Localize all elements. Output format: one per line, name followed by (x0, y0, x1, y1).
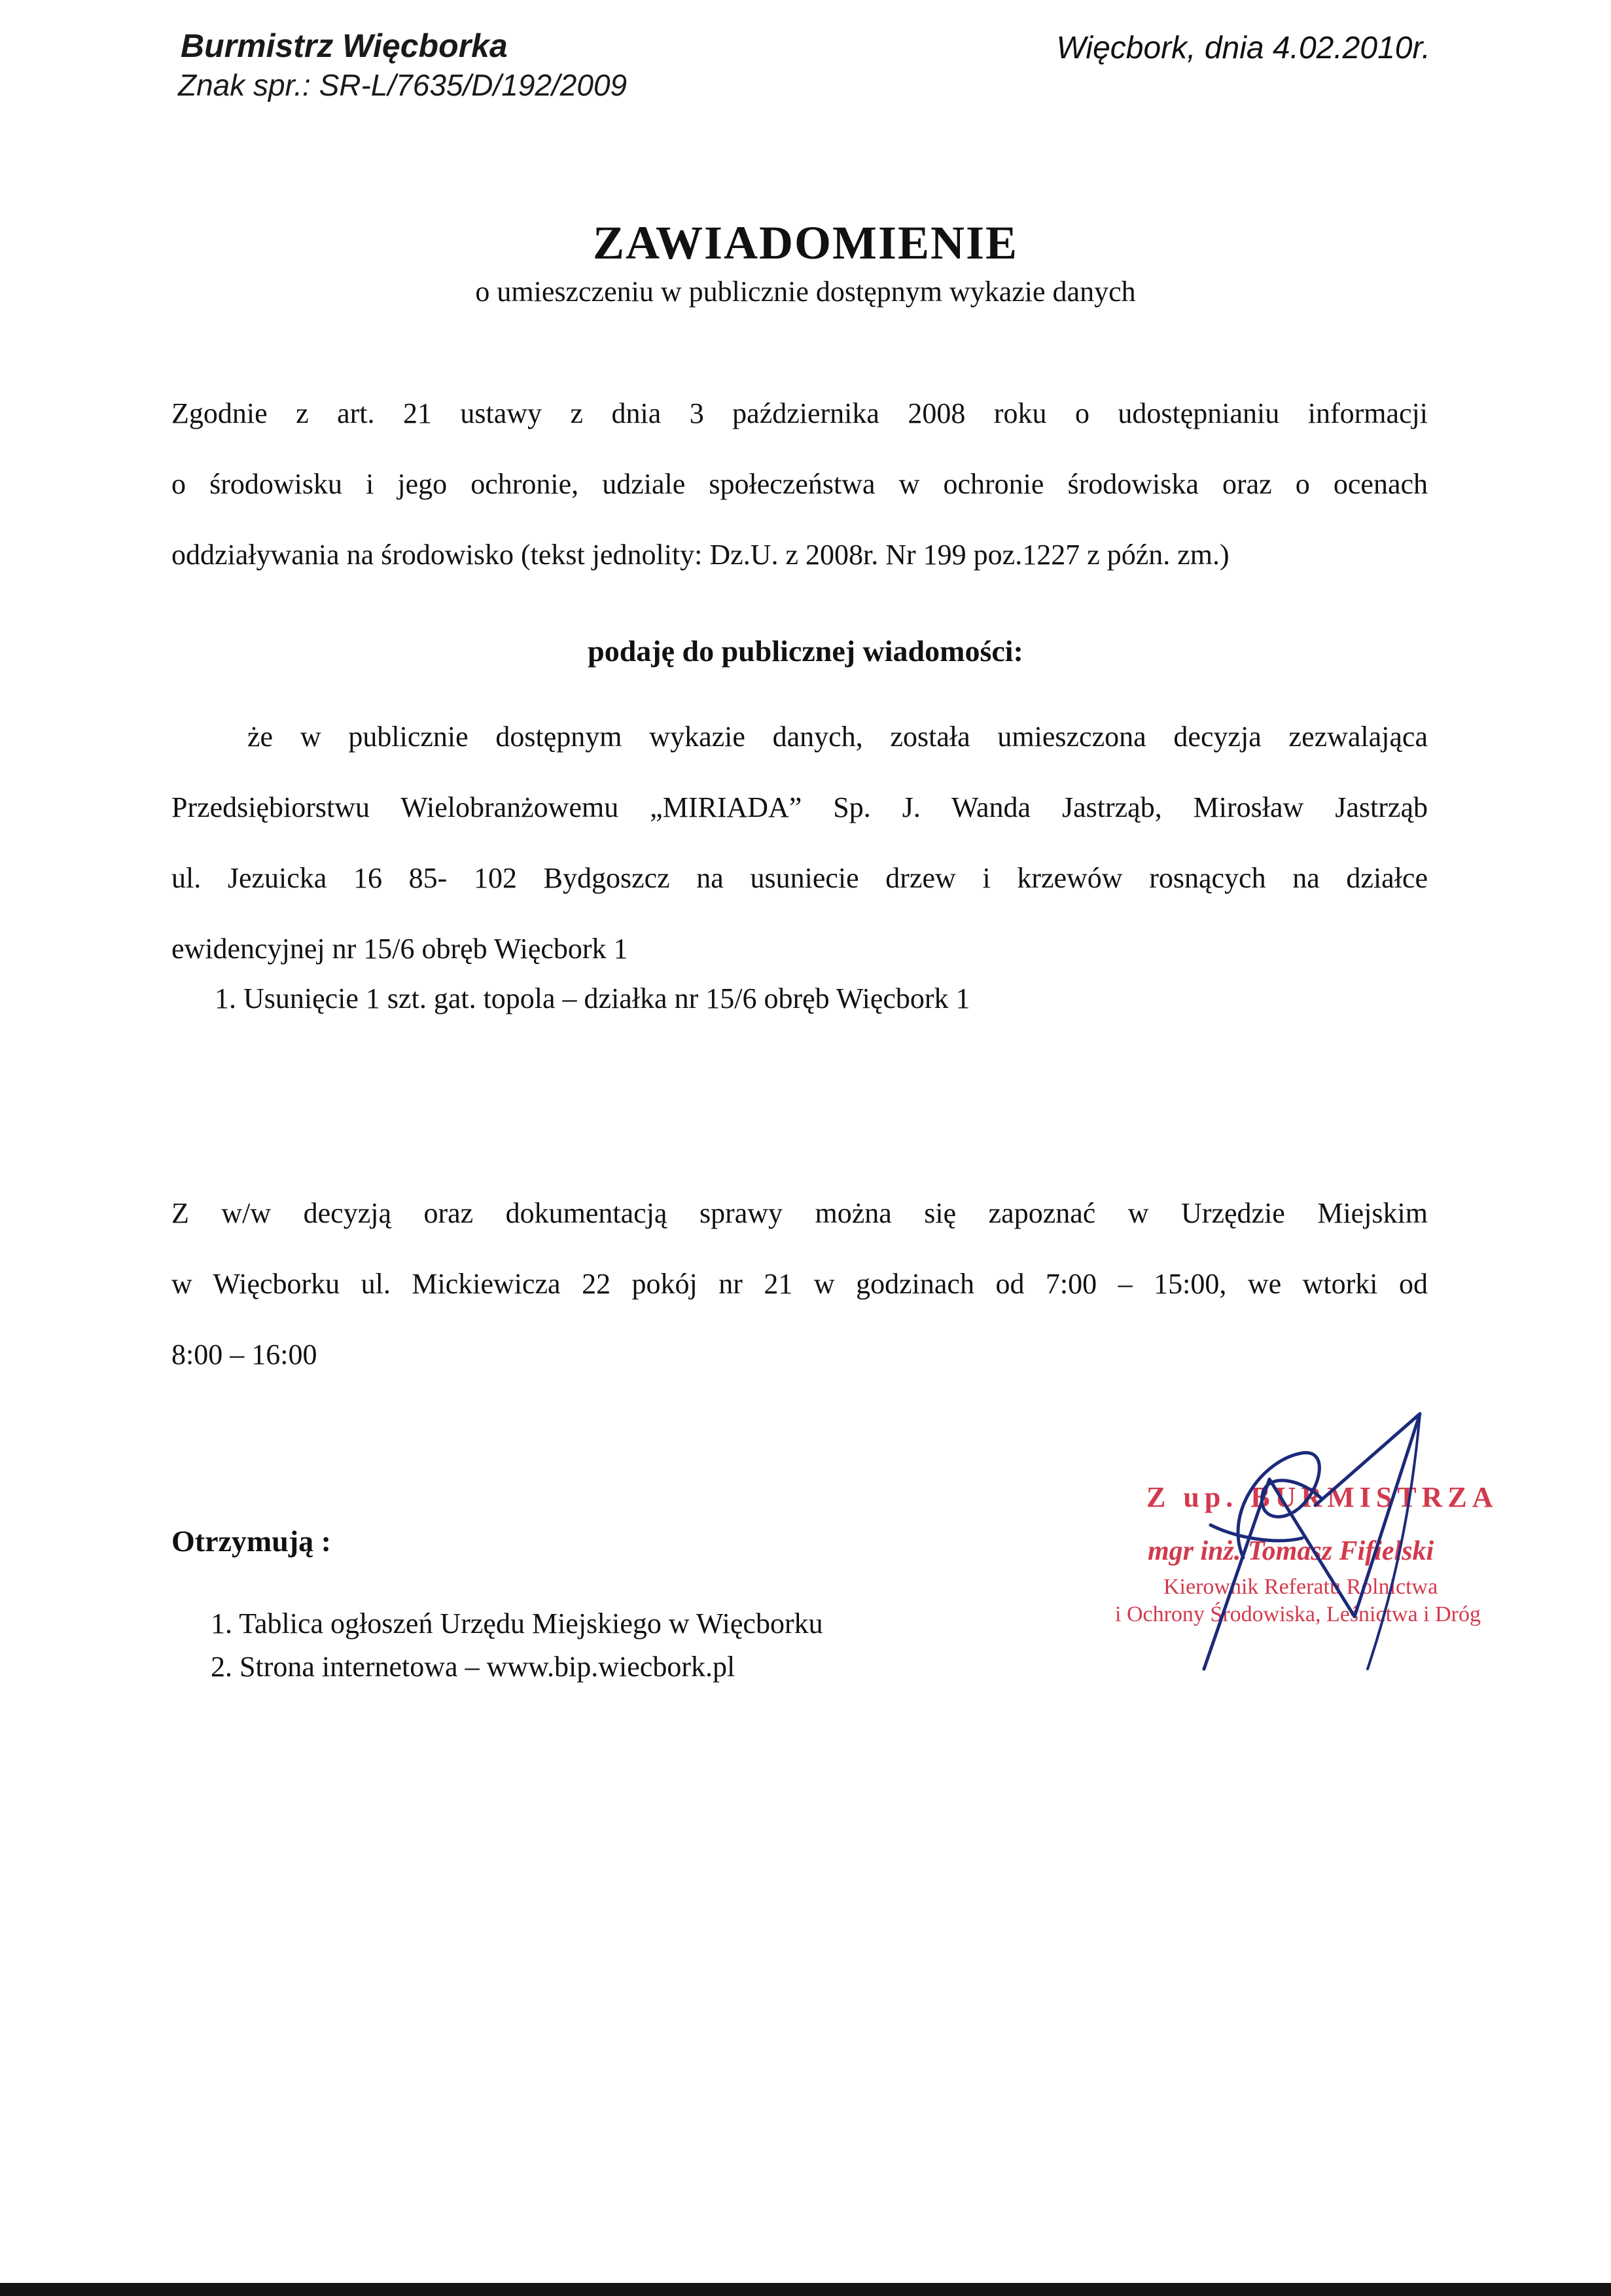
decision-paragraph (171, 702, 1428, 984)
place-date: Więcbork, dnia 4.02.2010r. (1056, 31, 1430, 65)
issuer-name: Burmistrz Więcborka (181, 27, 508, 64)
case-reference: Znak spr.: SR-L/7635/D/192/2009 (178, 68, 628, 102)
paragraph-line: że w publicznie dostępnym wykazie danych, została umieszczona decyzja zezwalająca (247, 721, 1428, 753)
recipients-title: Otrzymują : (171, 1524, 331, 1558)
paragraph-line: ewidencyjnej nr 15/6 obręb Więcbork 1 (171, 933, 628, 965)
paragraph-line: Przedsiębiorstwu Wielobranżowemu „MIRIADA” Sp. J. Wanda Jastrząb, Mirosław Jastrząb (171, 791, 1428, 823)
scan-edge (0, 2283, 1611, 2296)
paragraph-line: Zgodnie z art. 21 ustawy z dnia 3 października 2008 roku o udostępnianiu informacji (171, 397, 1428, 429)
inspection-paragraph (171, 1178, 1428, 1390)
stamp-line: Z up. BURMISTRZA (1146, 1481, 1498, 1513)
paragraph-line: oddziaływania na środowisko (tekst jednolity: Dz.U. z 2008r. Nr 199 poz.1227 z późn. zm.) (171, 539, 1230, 571)
official-stamp (1106, 1407, 1505, 1689)
stamp-line: mgr inż. Tomasz Fifielski (1148, 1536, 1434, 1566)
document-title: ZAWIADOMIENIE (592, 217, 1019, 269)
handwritten-signature (1106, 1407, 1505, 1689)
list-item: 1. Tablica ogłoszeń Urzędu Miejskiego w Więcborku (211, 1607, 823, 1640)
legal-basis-paragraph (171, 378, 1428, 590)
announcement-heading: podaję do publicznej wiadomości: (588, 634, 1023, 668)
issuer-block (178, 26, 628, 105)
list-item: 2. Strona internetowa – www.bip.wiecbork.pl (211, 1651, 735, 1683)
recipients-list (211, 1602, 823, 1689)
paragraph-line: Z w/w decyzją oraz dokumentacją sprawy można się zapoznać w Urzędzie Miejskim (171, 1197, 1428, 1229)
paragraph-line: 8:00 – 16:00 (171, 1338, 317, 1371)
document-subtitle: o umieszczeniu w publicznie dostępnym wykazie danych (475, 276, 1136, 308)
paragraph-line: w Więcborku ul. Mickiewicza 22 pokój nr 21 w godzinach od 7:00 – 15:00, we wtorki od (171, 1268, 1428, 1300)
decision-item: 1. Usunięcie 1 szt. gat. topola – działka nr 15/6 obręb Więcbork 1 (215, 982, 970, 1014)
stamp-line: Kierownik Referatu Rolnictwa (1163, 1575, 1438, 1599)
stamp-line: i Ochrony Środowiska, Leśnictwa i Dróg (1115, 1602, 1481, 1626)
paragraph-line: ul. Jezuicka 16 85- 102 Bydgoszcz na usuniecie drzew i krzewów rosnących na działce (171, 862, 1428, 894)
paragraph-line: o środowisku i jego ochronie, udziale społeczeństwa w ochronie środowiska oraz o ocenach (171, 468, 1428, 500)
